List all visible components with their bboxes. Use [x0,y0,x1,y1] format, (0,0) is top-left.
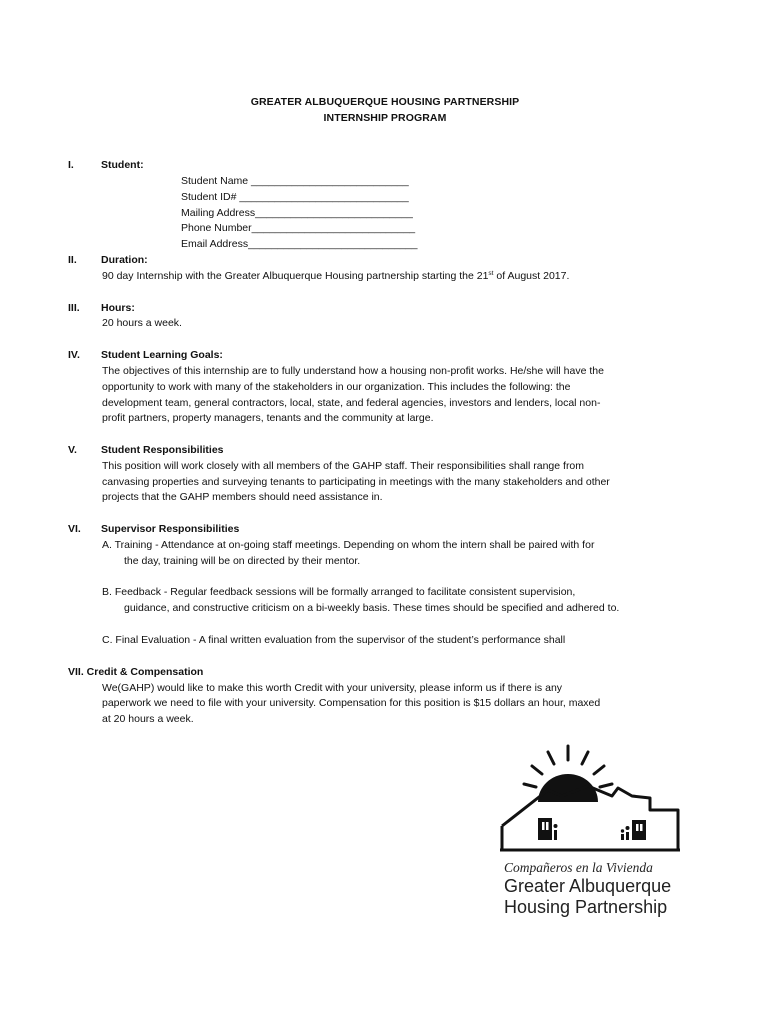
duration-text-before: 90 day Internship with the Greater Albuquerque Housing partnership starting the 21 [102,270,489,282]
section-title-credit: VII. Credit & Compensation [68,666,204,678]
supervisor-feedback-line: guidance, and constructive criticism on a bi-weekly basis. These times should be specified and adhered to. [124,602,620,614]
supervisor-training-line: the day, training will be on directed by their mentor. [124,555,361,567]
org-title: GREATER ALBUQUERQUE HOUSING PARTNERSHIP [250,96,520,108]
field-email-address: Email Address_____________________________ [181,238,418,250]
section-number: V. [68,444,77,456]
duration-superscript: st [488,270,494,277]
logo-tagline: Compañeros en la Vivienda [504,860,653,875]
credit-line: at 20 hours a week. [102,713,194,725]
supervisor-training-line: A. Training - Attendance at on-going staff meetings. Depending on whom the intern shall be paired with for [102,539,595,551]
field-mailing-address: Mailing Address___________________________ [181,207,413,219]
section-title-hours: Hours: [101,302,135,314]
goals-line: opportunity to work with many of the stakeholders in our organization. This includes the following: the [102,381,571,393]
section-number: VI. [68,523,81,535]
section-title-supervisor: Supervisor Responsibilities [101,523,240,535]
section-title-responsibilities: Student Responsibilities [101,444,224,456]
credit-line: We(GAHP) would like to make this worth Credit with your university, please inform us if there is any [102,682,563,694]
section-number: III. [68,302,80,314]
section-title-duration: Duration: [101,254,148,266]
supervisor-final-line: C. Final Evaluation - A final written evaluation from the supervisor of the student’s performance shall [102,634,566,646]
field-student-name: Student Name ___________________________ [181,175,409,187]
credit-line: paperwork we need to file with your university. Compensation for this position is $15 dollars an hour, maxed [102,697,601,709]
section-number: I. [68,159,74,171]
logo-name-line2: Housing Partnership [504,897,668,917]
hours-text: 20 hours a week. [102,317,182,329]
section-title-goals: Student Learning Goals: [101,349,223,361]
duration-text [102,270,569,282]
duration-text-after: of August 2017. [493,270,570,282]
logo-name-line1: Greater Albuquerque [504,876,672,896]
section-number: IV. [68,349,80,361]
goals-line: development team, general contractors, local, state, and federal agencies, investors and lenders, local non- [102,397,601,409]
program-title: INTERNSHIP PROGRAM [323,112,447,124]
goals-line: profit partners, property managers, tenants and the community at large. [102,412,434,424]
field-student-id: Student ID# _____________________________ [181,191,409,203]
section-title-student: Student: [101,159,144,171]
supervisor-feedback-line: B. Feedback - Regular feedback sessions will be formally arranged to facilitate consistent supervision, [102,586,576,598]
section-number: II. [68,254,77,266]
responsibilities-line: canvasing properties and surveying tenants to participating in meetings with the many stakeholders and other [102,476,610,488]
goals-line: The objectives of this internship are to fully understand how a housing non-profit works. He/she will have the [102,365,604,377]
responsibilities-line: This position will work closely with all members of the GAHP staff. Their responsibilities shall range from [102,460,585,472]
responsibilities-line: projects that the GAHP members should need assistance in. [102,491,383,503]
field-phone-number: Phone Number____________________________ [181,222,416,234]
